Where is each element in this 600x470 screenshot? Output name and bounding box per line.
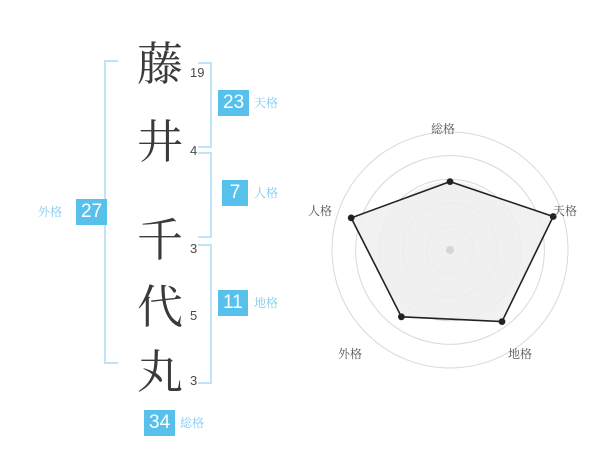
soukaku-label: 総格 xyxy=(180,416,205,430)
radar-label-tenkaku: 天格 xyxy=(553,204,578,218)
jinkaku-label: 人格 xyxy=(254,186,279,200)
soukaku-value: 34 xyxy=(144,410,175,436)
radar-chart xyxy=(310,110,590,390)
jinkaku-value: 7 xyxy=(222,180,248,206)
tenkaku-value: 23 xyxy=(218,90,249,116)
name-char-3-strokes: 3 xyxy=(190,241,198,256)
gaikaku-value: 27 xyxy=(76,199,107,225)
tenkaku-bracket xyxy=(198,62,212,148)
gaikaku-label: 外格 xyxy=(38,205,63,219)
name-char-2: 井 xyxy=(137,117,183,168)
name-char-4-strokes: 5 xyxy=(190,308,198,323)
chikaku-label: 地格 xyxy=(254,296,279,310)
radar-label-chikaku: 地格 xyxy=(508,347,533,361)
radar-label-soukaku: 総格 xyxy=(431,122,456,136)
name-char-5: 丸 xyxy=(137,347,183,398)
name-char-3: 千 xyxy=(137,215,183,266)
radar-label-gaikaku: 外格 xyxy=(338,347,363,361)
radar-label-jinkaku: 人格 xyxy=(308,204,333,218)
name-char-1-strokes: 19 xyxy=(190,65,205,80)
name-char-4: 代 xyxy=(137,282,183,333)
chikaku-bracket xyxy=(198,244,212,384)
name-char-1: 藤 xyxy=(137,39,183,90)
name-char-5-strokes: 3 xyxy=(190,373,198,388)
chikaku-value: 11 xyxy=(218,290,248,316)
tenkaku-label: 天格 xyxy=(254,96,279,110)
name-char-2-strokes: 4 xyxy=(190,143,198,158)
jinkaku-bracket xyxy=(198,152,212,238)
